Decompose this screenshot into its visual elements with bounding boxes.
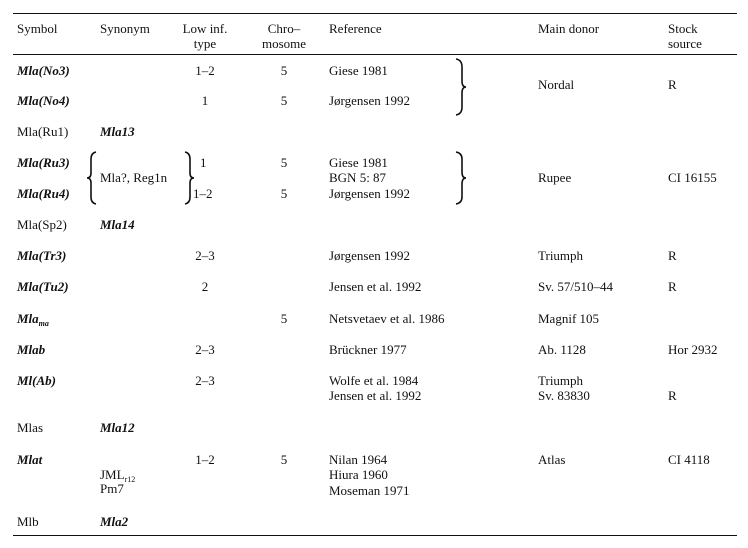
header-main-donor: Main donor (538, 21, 600, 36)
reference-cell: Giese 1981 (329, 155, 388, 170)
main-donor-cell: Triumph (538, 248, 584, 263)
synonym-cell: Pm7 (100, 481, 124, 496)
bottom-rule (13, 535, 737, 536)
symbol-cell: Mla(No4) (17, 93, 70, 108)
low-inf-cell: 1 (200, 155, 207, 170)
symbol-cell: Mla(Ru1) (17, 124, 69, 139)
symbol-cell (17, 311, 49, 331)
synonym-cell: Mla13 (100, 124, 135, 139)
left-brace-synonym (86, 151, 98, 205)
header-low-inf: Low inf. type (182, 21, 228, 51)
stock-cell: CI 4118 (668, 452, 710, 467)
stock-cell: R (668, 248, 677, 263)
chromosome-cell: 5 (280, 311, 288, 326)
synonym-cell: Mla14 (100, 217, 135, 232)
stock-cell: R (668, 388, 677, 403)
stock-cell: R (668, 279, 677, 294)
reference-cell: Jørgensen 1992 (329, 93, 411, 108)
symbol-cell: Mlab (17, 342, 46, 357)
reference-cell: Nilan 1964 (329, 452, 388, 467)
low-inf-cell: 1–2 (195, 63, 215, 78)
main-donor-cell: Sv. 57/510–44 (538, 279, 613, 294)
symbol-cell: Mla(Ru3) (17, 155, 70, 170)
low-inf-cell: 2–3 (195, 373, 215, 388)
main-donor-cell: Magnif 105 (538, 311, 600, 326)
symbol-cell: Mla(Tr3) (17, 248, 67, 263)
main-donor-cell: Rupee (538, 170, 572, 185)
low-inf-cell: 1–2 (195, 452, 215, 467)
reference-cell: Hiura 1960 (329, 467, 388, 482)
low-inf-cell: 2 (201, 279, 209, 294)
low-inf-cell: 2–3 (195, 342, 215, 357)
low-inf-cell: 1–2 (193, 186, 213, 201)
reference-cell: Brückner 1977 (329, 342, 407, 357)
symbol-cell: Mla(No3) (17, 63, 70, 78)
chromosome-cell: 5 (280, 155, 288, 170)
right-brace-rupee (454, 150, 468, 206)
main-donor-cell: Atlas (538, 452, 566, 467)
synonym-cell: Mla?, Reg1n (100, 170, 168, 185)
reference-cell: Moseman 1971 (329, 483, 410, 498)
symbol-cell: Mlat (17, 452, 43, 467)
header-symbol: Symbol (17, 21, 58, 36)
symbol-cell: Mla(Tu2) (17, 279, 69, 294)
top-rule (13, 13, 737, 14)
synonym-cell: Mla2 (100, 514, 129, 529)
chromosome-cell: 5 (280, 93, 288, 108)
reference-cell: Jørgensen 1992 (329, 248, 411, 263)
stock-cell: R (668, 77, 677, 92)
stock-cell: CI 16155 (668, 170, 717, 185)
symbol-cell: Mla(Sp2) (17, 217, 67, 232)
reference-cell: BGN 5: 87 (329, 170, 387, 185)
main-donor-cell: Nordal (538, 77, 575, 92)
chromosome-cell: 5 (280, 186, 288, 201)
chromosome-cell: 5 (280, 452, 288, 467)
symbol-cell: Ml(Ab) (17, 373, 56, 388)
reference-cell: Netsvetaev et al. 1986 (329, 311, 445, 326)
main-donor-cell: Ab. 1128 (538, 342, 586, 357)
chromosome-cell: 5 (280, 63, 288, 78)
right-brace-nordal (454, 57, 468, 117)
reference-cell: Jørgensen 1992 (329, 186, 411, 201)
low-inf-cell: 1 (201, 93, 209, 108)
header-chromosome: Chro– mosome (261, 21, 307, 51)
symbol-cell: Mla(Ru4) (17, 186, 70, 201)
main-donor-cell: Triumph (538, 373, 584, 388)
symbol-cell: Mlas (17, 420, 43, 435)
synonym-base: JML (100, 467, 125, 482)
main-donor-cell: Sv. 83830 (538, 388, 590, 403)
header-reference: Reference (329, 21, 382, 36)
reference-cell: Giese 1981 (329, 63, 388, 78)
header-synonym: Synonym (100, 21, 150, 36)
low-inf-cell: 2–3 (195, 248, 215, 263)
synonym-subscript: r12 (124, 475, 136, 484)
header-rule (13, 54, 737, 55)
reference-cell: Wolfe et al. 1984 (329, 373, 419, 388)
symbol-base: Mla (17, 311, 39, 326)
symbol-subscript: ma (38, 319, 49, 328)
header-stock-source: Stock source (668, 21, 702, 51)
symbol-cell: Mlb (17, 514, 39, 529)
synonym-cell: Mla12 (100, 420, 135, 435)
reference-cell: Jensen et al. 1992 (329, 279, 422, 294)
stock-cell: Hor 2932 (668, 342, 718, 357)
reference-cell: Jensen et al. 1992 (329, 388, 422, 403)
